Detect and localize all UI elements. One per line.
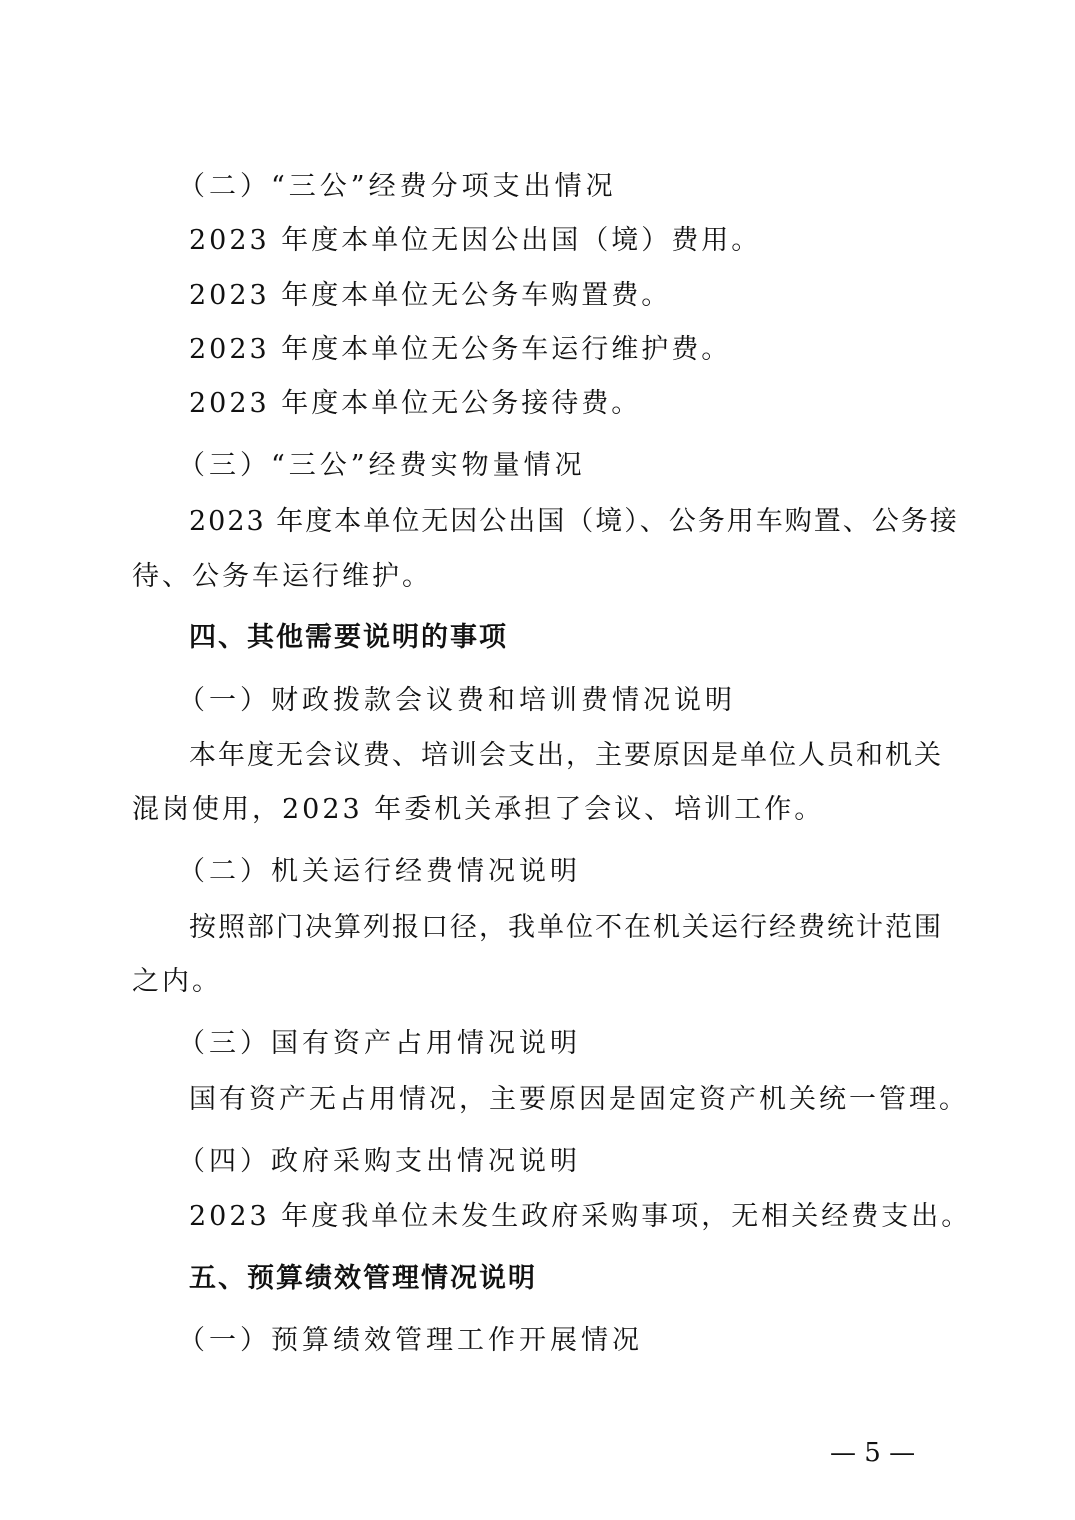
paragraph-line: 待、公务车运行维护。 (132, 561, 432, 592)
section-heading-other-matters: 四、其他需要说明的事项 (189, 622, 508, 653)
paragraph-line: 2023 年度本单位无因公出国（境）、公务用车购置、公务接 (189, 506, 959, 537)
paragraph-line: 2023 年度本单位无公务车购置费。 (189, 280, 672, 311)
paragraph-line: 2023 年度本单位无公务车运行维护费。 (189, 334, 732, 365)
subsection-heading-three-public-itemized: （二）“三公”经费分项支出情况 (178, 171, 617, 202)
subsection-heading-state-assets: （三）国有资产占用情况说明 (178, 1028, 581, 1059)
paragraph-line: 之内。 (132, 966, 222, 997)
subsection-heading-performance-work: （一）预算绩效管理工作开展情况 (178, 1325, 643, 1356)
subsection-heading-government-procurement: （四）政府采购支出情况说明 (178, 1146, 581, 1177)
paragraph-line: 混岗使用，2023 年委机关承担了会议、培训工作。 (132, 794, 825, 825)
paragraph-line: 2023 年度本单位无公务接待费。 (189, 388, 642, 419)
paragraph-line: 2023 年度我单位未发生政府采购事项，无相关经费支出。 (189, 1201, 972, 1232)
paragraph-line: 本年度无会议费、培训会支出，主要原因是单位人员和机关 (189, 740, 943, 771)
subsection-heading-three-public-physical: （三）“三公”经费实物量情况 (178, 450, 586, 481)
paragraph-line: 国有资产无占用情况，主要原因是固定资产机关统一管理。 (189, 1084, 969, 1115)
paragraph-line: 2023 年度本单位无因公出国（境）费用。 (189, 225, 762, 256)
page-number: — 5 — (830, 1438, 916, 1468)
section-heading-budget-performance: 五、预算绩效管理情况说明 (189, 1263, 537, 1294)
paragraph-line: 按照部门决算列报口径，我单位不在机关运行经费统计范围 (189, 912, 943, 943)
subsection-heading-meeting-training: （一）财政拨款会议费和培训费情况说明 (178, 685, 736, 716)
subsection-heading-operating-funds: （二）机关运行经费情况说明 (178, 856, 581, 887)
